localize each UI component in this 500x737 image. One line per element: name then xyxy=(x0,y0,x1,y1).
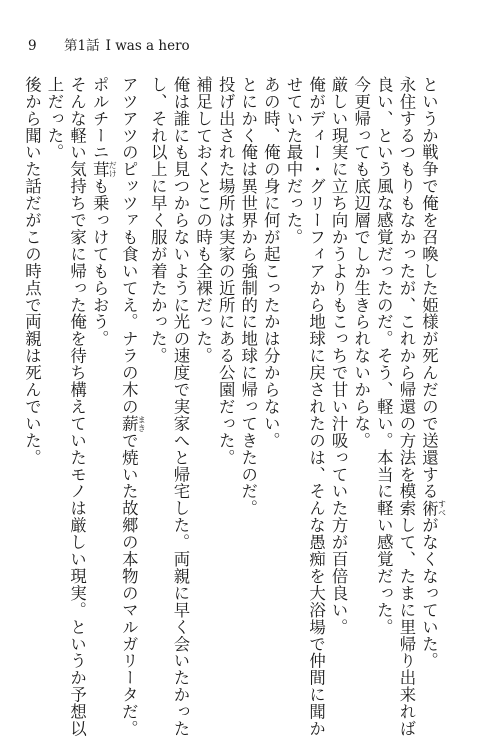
text-line-9: とにかく俺は異世界から強制的に地球に帰ってきたのだ。 xyxy=(238,76,258,517)
furigana-annotation: 術 すべ xyxy=(419,499,447,517)
running-header xyxy=(28,37,190,55)
text-line-2: 永住するつもりもなかったが、これから帰還の方法を模索して、たまに里帰り出来れば xyxy=(396,76,416,737)
furigana-annotation: 茸 だけ xyxy=(90,160,118,178)
text-line-7: せていた最中だった。 xyxy=(283,76,303,246)
text-line-10: 投げ出された場所は実家の近所にある公園だった。 xyxy=(216,76,236,466)
text-line-13: し、それ以上に早く服が着たかった。 xyxy=(148,76,168,365)
text-line-8: あの時、俺の身に何が起こったかは分からない。 xyxy=(261,76,281,449)
vertical-text-body xyxy=(20,76,447,737)
chapter-title: I was a hero xyxy=(105,38,190,54)
text-line-17: 上だった。 xyxy=(45,76,64,161)
text-line-5: 厳しい現実に立ち向かうよりもこっちで甘い汁吸っていた方が百倍良い。 xyxy=(329,76,349,636)
text-line-14: アツアツのピッツァも食いてえ。ナラの木の薪 まきで焼いた故郷の本物のマルガリータだ。 xyxy=(119,76,147,737)
text-line-4: 今更帰っても底辺層でしか生きられないからな。 xyxy=(351,76,371,449)
page-number: 9 xyxy=(28,38,37,54)
text-line-18: 後から聞いた話だがこの時点で両親は死んでいた。 xyxy=(22,76,42,466)
chapter-label: 第1話 xyxy=(64,38,100,54)
text-line-15: ポルチーニ茸 だけも乗っけてもらおう。 xyxy=(90,76,118,348)
text-line-11: 補足しておくとこの時も全裸だった。 xyxy=(193,76,213,365)
text-line-12: 俺は誰にも見つからないように光の速度で実家へと帰宅した。両親に早く会いたかった xyxy=(170,76,190,737)
text-line-1: というか戦争で俺を召喚した姫様が死んだので送還する術 すべがなくなっていた。 xyxy=(419,76,447,670)
text-line-3: 良い、という風な感覚だったのだ。そう、軽い。本当に軽い感覚だった。 xyxy=(374,76,394,636)
furigana-annotation: 薪 まき xyxy=(119,415,147,432)
text-line-16: そんな軽い気持ちで家に帰った俺を待ち構えていたモノは厳しい現実。というか予想以 xyxy=(67,76,87,737)
text-line-6: 俺がディー・グリーフィアから地球に戻されたのは、そんな愚痴を大浴場で仲間に聞か xyxy=(306,76,326,737)
